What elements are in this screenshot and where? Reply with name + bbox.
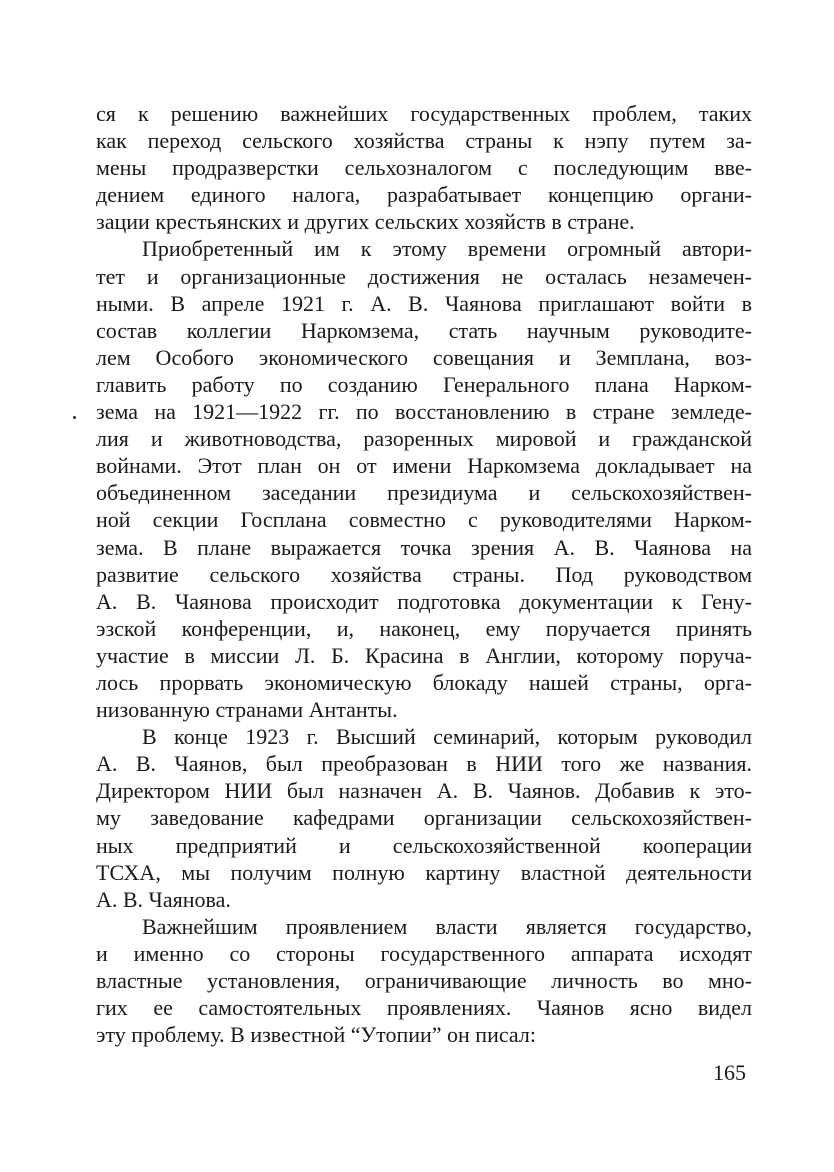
text-line: ными. В апреле 1921 г. А. В. Чаянова приглашают войти в: [96, 290, 752, 316]
text-line: гих ее самостоятельных проявлениях. Чаянов ясно видел: [96, 995, 752, 1021]
text-line: Приобретенный им к этому времени огромный автори-: [142, 236, 752, 262]
text-line: развитие сельского хозяйства страны. Под руководством: [96, 561, 752, 587]
text-line: дением единого налога, разрабатывает концепцию органи-: [96, 182, 752, 208]
paragraph-2: [96, 235, 752, 723]
text-line: лия и животноводства, разоренных мировой и гражданской: [96, 426, 752, 452]
paragraph-1: [96, 100, 752, 235]
text-line: А. В. Чаянова.: [96, 886, 231, 912]
text-line: му заведование кафедрами организации сельскохозяйствен-: [96, 805, 752, 831]
text-line: зема. В плане выражается точка зрения А. В. Чаянова на: [96, 534, 752, 560]
text-line: А. В. Чаянова происходит подготовка документации к Гену-: [96, 588, 752, 614]
text-line: ТСХА, мы получим полную картину властной деятельности: [96, 859, 752, 885]
text-line: В конце 1923 г. Высший семинарий, которым руководил: [142, 724, 752, 750]
text-line: низованную странами Антанты.: [96, 697, 398, 723]
text-line: тет и организационные достижения не осталась незамечен-: [96, 263, 752, 289]
text-line: А. В. Чаянов, был преобразован в НИИ того же названия.: [96, 751, 752, 777]
page-number: 165: [713, 1060, 746, 1085]
text-line: зема на 1921—1922 гг. по восстановлению в стране земледе-: [96, 399, 752, 425]
paragraph-4: [96, 913, 752, 1048]
text-line: Директором НИИ был назначен А. В. Чаянов. Добавив к это-: [96, 778, 752, 804]
body-text: [96, 100, 752, 1048]
text-line: главить работу по созданию Генерального плана Нарком-: [96, 371, 752, 397]
text-line: состав коллегии Наркомзема, стать научным руководите-: [96, 317, 752, 343]
text-line: Важнейшим проявлением власти является государство,: [142, 913, 752, 939]
text-line: лем Особого экономического совещания и Земплана, воз-: [96, 344, 752, 370]
text-line: участие в миссии Л. Б. Красина в Англии, которому поруча-: [96, 642, 752, 668]
text-line: властные установления, ограничивающие личность во мно-: [96, 968, 752, 993]
paragraph-3: [96, 723, 752, 913]
text-line: ной секции Госплана совместно с руководителями Нарком-: [96, 507, 752, 533]
text-line: как переход сельского хозяйства страны к нэпу путем за-: [96, 128, 752, 154]
text-line: зации крестьянских и других сельских хозяйств в стране.: [96, 209, 635, 235]
text-line: объединенном заседании президиума и сельскохозяйствен-: [96, 480, 752, 506]
stray-ink-mark: [73, 416, 76, 419]
text-line: и именно со стороны государственного аппарата исходят: [96, 940, 752, 966]
text-line: эту проблему. В известной “Утопии” он писал:: [96, 1022, 536, 1048]
text-line: ся к решению важнейших государственных проблем, таких: [96, 101, 752, 126]
text-line: лось прорвать экономическую блокаду нашей страны, орга-: [96, 669, 752, 695]
text-line: эзской конференции, и, наконец, ему поручается принять: [96, 615, 752, 641]
text-line: войнами. Этот план он от имени Наркомзема докладывает на: [96, 453, 752, 479]
text-line: ных предприятий и сельскохозяйственной кооперации: [96, 832, 752, 858]
text-line: мены продразверстки сельхозналогом с последующим вве-: [96, 155, 752, 181]
